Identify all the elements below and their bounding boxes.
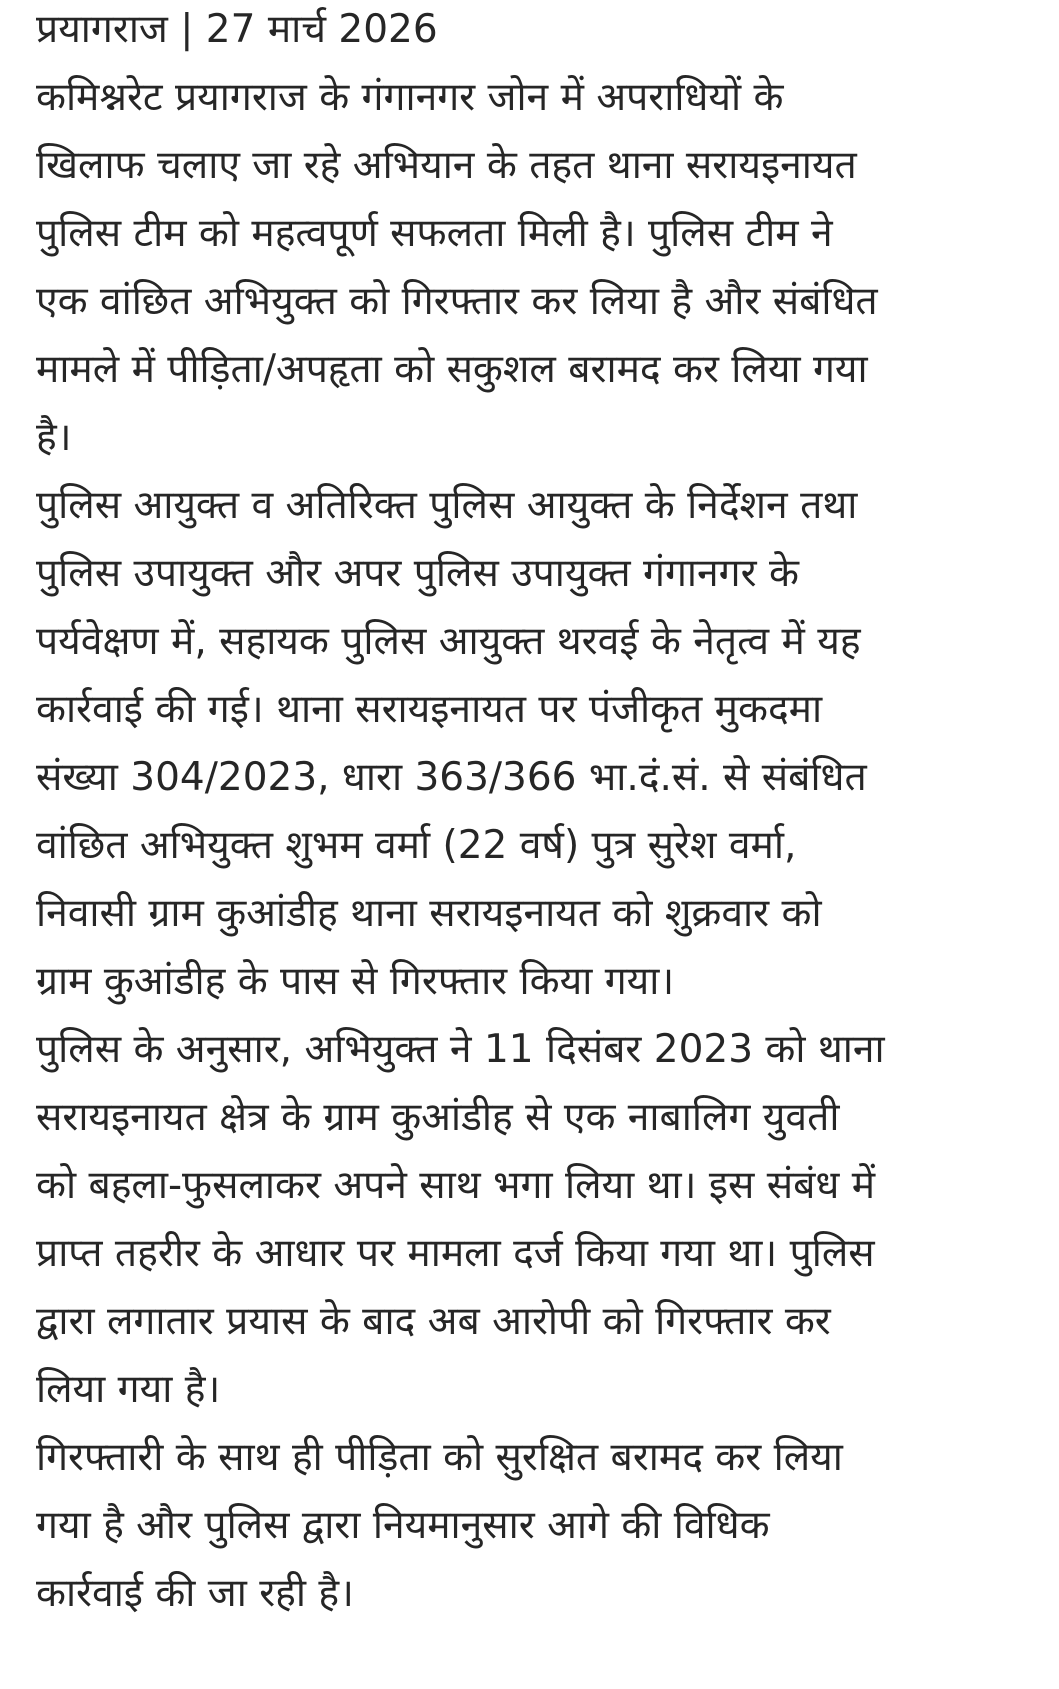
paragraph-line: पुलिस आयुक्त व अतिरिक्त पुलिस आयुक्त के निर्देशन तथा — [36, 483, 858, 528]
paragraph-line: एक वांछित अभियुक्त को गिरफ्तार कर लिया है और संबंधित — [36, 279, 878, 324]
paragraph-line: पुलिस उपायुक्त और अपर पुलिस उपायुक्त गंगानगर के — [36, 551, 799, 596]
paragraph-line: पुलिस टीम को महत्वपूर्ण सफलता मिली है। पुलिस टीम ने — [36, 211, 833, 256]
paragraph-line: संख्या 304/2023, धारा 363/366 भा.दं.सं. से संबंधित — [36, 755, 867, 800]
paragraph-4 — [36, 1424, 1035, 1628]
paragraph-3 — [36, 1016, 1035, 1424]
dateline: प्रयागराज | 27 मार्च 2026 — [36, 7, 438, 52]
paragraph-2 — [36, 472, 1035, 1016]
paragraph-line: कमिश्नरेट प्रयागराज के गंगानगर जोन में अपराधियों के — [36, 75, 784, 120]
paragraph-line: मामले में पीड़िता/अपहृता को सकुशल बरामद कर लिया गया — [36, 347, 868, 392]
paragraph-line: सरायइनायत क्षेत्र के ग्राम कुआंडीह से एक नाबालिग युवती — [36, 1095, 840, 1140]
paragraph-line: द्वारा लगातार प्रयास के बाद अब आरोपी को गिरफ्तार कर — [36, 1299, 831, 1344]
paragraph-line: प्राप्त तहरीर के आधार पर मामला दर्ज किया गया था। पुलिस — [36, 1231, 875, 1276]
paragraph-1 — [36, 64, 1035, 472]
paragraph-line: वांछित अभियुक्त शुभम वर्मा (22 वर्ष) पुत्र सुरेश वर्मा, — [36, 823, 797, 868]
paragraph-line: निवासी ग्राम कुआंडीह थाना सरायइनायत को शुक्रवार को — [36, 891, 822, 936]
paragraph-line: पुलिस के अनुसार, अभियुक्त ने 11 दिसंबर 2023 को थाना — [36, 1027, 885, 1072]
paragraph-line: गया है और पुलिस द्वारा नियमानुसार आगे की विधिक — [36, 1503, 770, 1548]
paragraph-line: ग्राम कुआंडीह के पास से गिरफ्तार किया गया। — [36, 959, 675, 1004]
paragraph-line: को बहला-फुसलाकर अपने साथ भगा लिया था। इस संबंध में — [36, 1163, 876, 1208]
paragraph-line: लिया गया है। — [36, 1367, 221, 1412]
paragraph-line: गिरफ्तारी के साथ ही पीड़िता को सुरक्षित बरामद कर लिया — [36, 1435, 843, 1480]
paragraph-line: कार्रवाई की जा रही है। — [36, 1571, 354, 1616]
paragraph-line: कार्रवाई की गई। थाना सरायइनायत पर पंजीकृत मुकदमा — [36, 687, 823, 732]
paragraph-line: खिलाफ चलाए जा रहे अभियान के तहत थाना सरायइनायत — [36, 143, 857, 188]
paragraph-line: पर्यवेक्षण में, सहायक पुलिस आयुक्त थरवई के नेतृत्व में यह — [36, 619, 861, 664]
paragraph-line: है। — [36, 415, 72, 460]
